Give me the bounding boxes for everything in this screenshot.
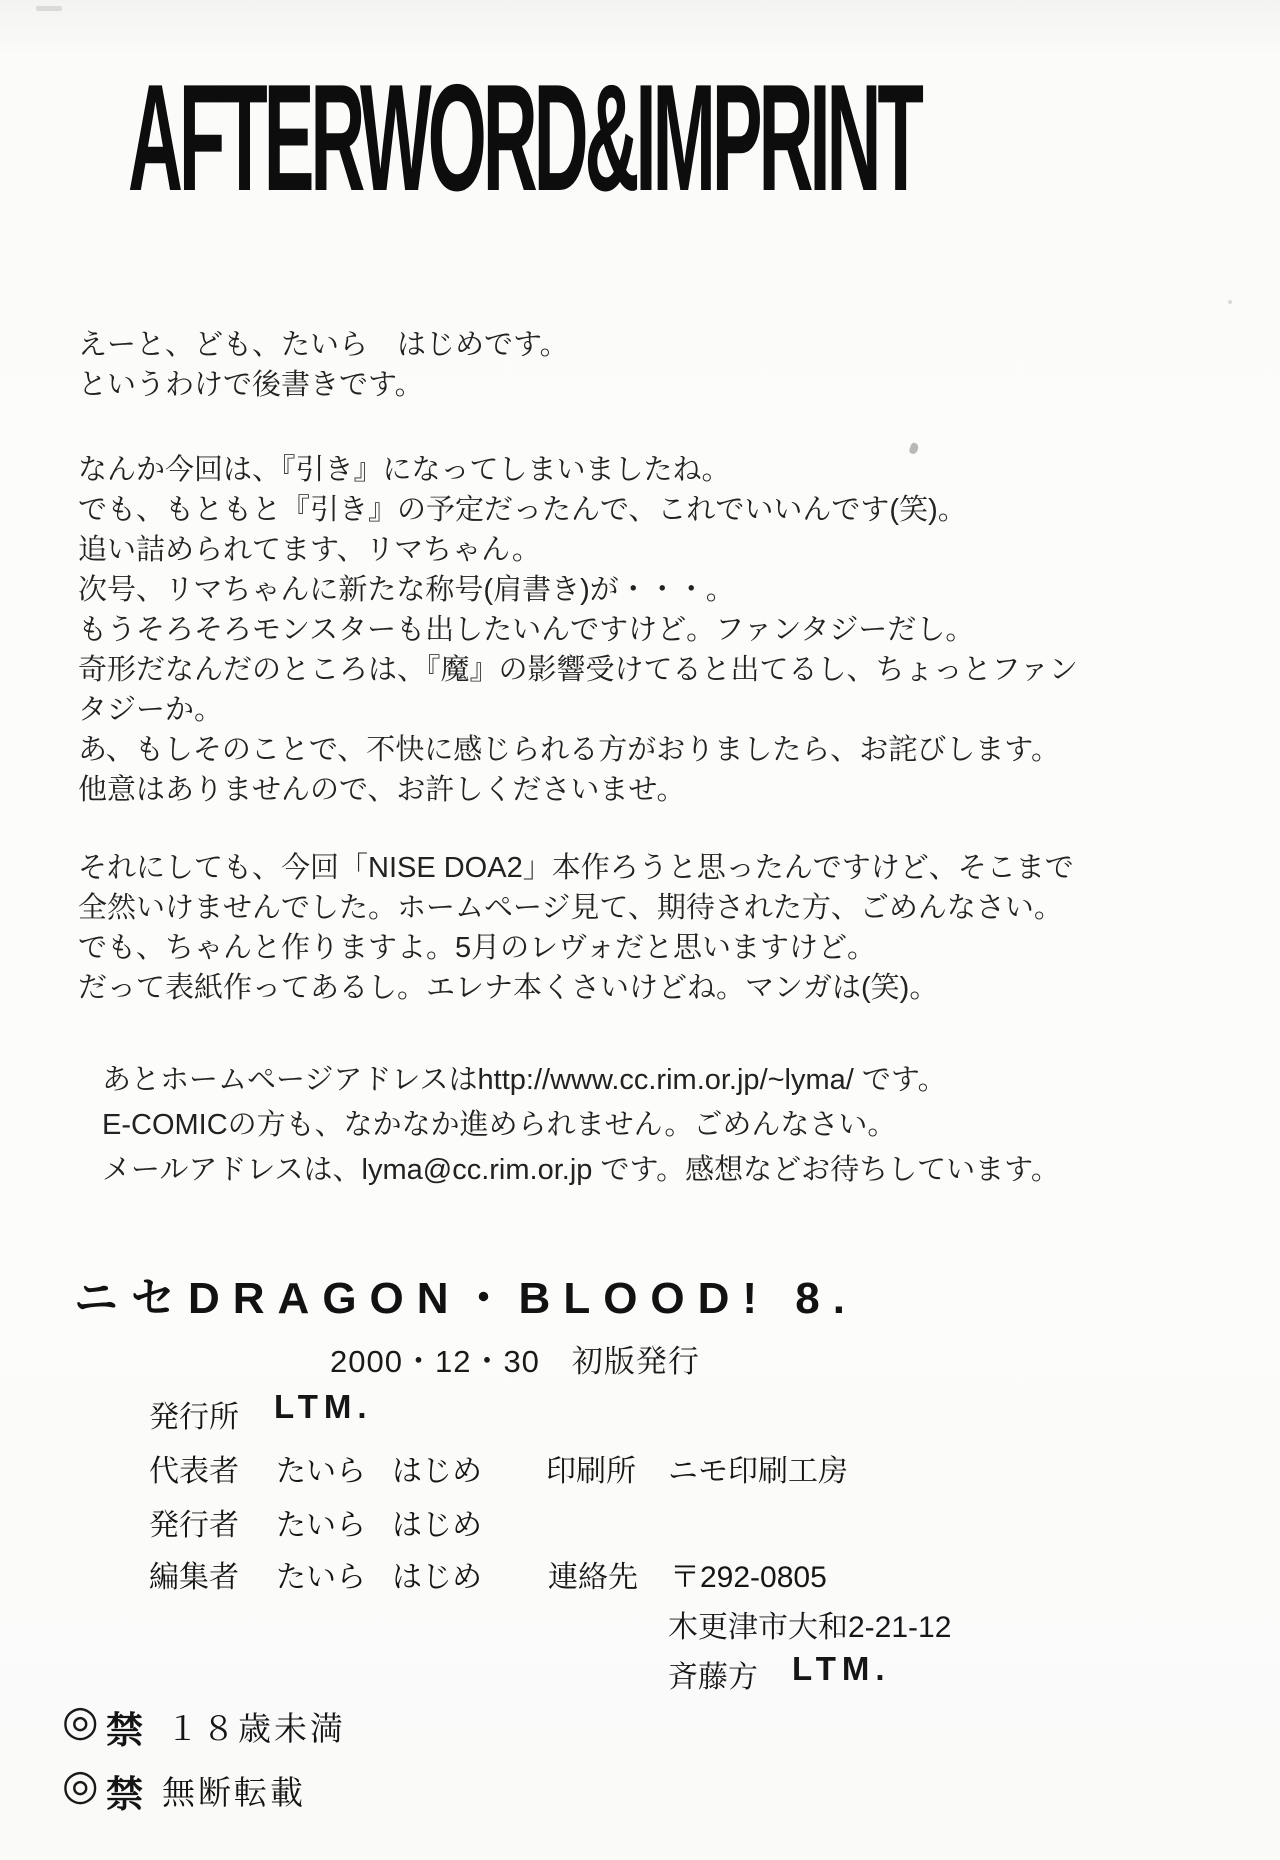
homepage-url-line: あとホームページアドレスはhttp://www.cc.rim.or.jp/~lyma/ です。 [102,1064,947,1096]
representative-label: 代表者 [149,1455,239,1488]
afterword-line: もうそろそろモンスターも出したいんですけど。ファンタジーだし。 [78,614,975,646]
afterword-line: 次号、リマちゃんに新たな称号(肩書き)が・・・。 [78,574,735,606]
issuer-last-name: はじめ [392,1509,482,1542]
email-line: メールアドレスは、lyma@cc.rim.or.jp です。感想などお待ちしています。 [102,1154,1060,1186]
afterword-line: 全然いけませんでした。ホームページ見て、期待された方、ごめんなさい。 [78,892,1063,924]
book-title: ニセDRAGON・BLOOD! 8. [74,1274,858,1323]
afterword-line: タジーか。 [78,694,224,726]
printer-label: 印刷所 [546,1455,636,1488]
representative-last-name: はじめ [392,1455,482,1488]
editor-first-name: たいら [276,1561,366,1594]
afterword-line: あ、もしそのことで、不快に感じられる方がおりましたら、お詫びします。 [78,734,1060,766]
afterword-line: 奇形だなんだのところは、『魔』の影響受けてると出てるし、ちょっとファン [78,654,1078,686]
afterword-line: それにしても、今回「NISE DOA2」本作ろうと思ったんですけど、そこまで [78,852,1074,884]
scan-speck [1228,300,1232,304]
care-of-org: LTM. [792,1650,891,1687]
afterword-line: えーと、ども、たいら はじめです。 [78,329,569,361]
prohibition-circle-icon: ◎ [62,1697,99,1744]
printer-value: ニモ印刷工房 [668,1455,848,1488]
care-of-name: 斉藤方 [668,1661,758,1694]
address-line: 木更津市大和2-21-12 [668,1611,952,1644]
editor-last-name: はじめ [392,1561,482,1594]
publisher-label: 発行所 [149,1401,239,1434]
issuer-first-name: たいら [276,1509,366,1542]
no-reproduction-notice: 無断転載 [162,1774,306,1811]
prohibition-circle-icon: ◎ [62,1761,99,1808]
age-restriction-notice: １８歳未満 [166,1710,346,1747]
afterword-line: だって表紙作ってあるし。エレナ本くさいけどね。マンガは(笑)。 [78,972,939,1004]
afterword-line: 追い詰められてます、リマちゃん。 [78,534,541,566]
prohibition-kanji: 禁 [106,1710,143,1751]
postal-code: 〒292-0805 [670,1561,827,1594]
prohibition-kanji: 禁 [106,1774,143,1815]
afterword-line: でも、もともと『引き』の予定だったんで、これでいいんです(笑)。 [78,494,967,526]
representative-first-name: たいら [276,1455,366,1488]
contact-label: 連絡先 [548,1561,638,1594]
page-title: AFTERWORD&IMPRINT [128,53,920,223]
afterword-line: というわけで後書きです。 [78,369,424,401]
scan-speck [36,6,62,11]
afterword-line: でも、ちゃんと作りますよ。5月のレヴォだと思いますけど。 [78,932,876,964]
afterword-line: 他意はありませんので、お許しくださいませ。 [78,774,686,806]
ecomic-line: E-COMICの方も、なかなか進められません。ごめんなさい。 [102,1109,897,1141]
edition-date: 2000・12・30 初版発行 [330,1344,700,1379]
issuer-label: 発行者 [149,1509,239,1542]
editor-label: 編集者 [149,1561,239,1594]
afterword-line: なんか今回は、『引き』になってしまいましたね。 [78,454,731,486]
publisher-value: LTM. [274,1388,373,1425]
